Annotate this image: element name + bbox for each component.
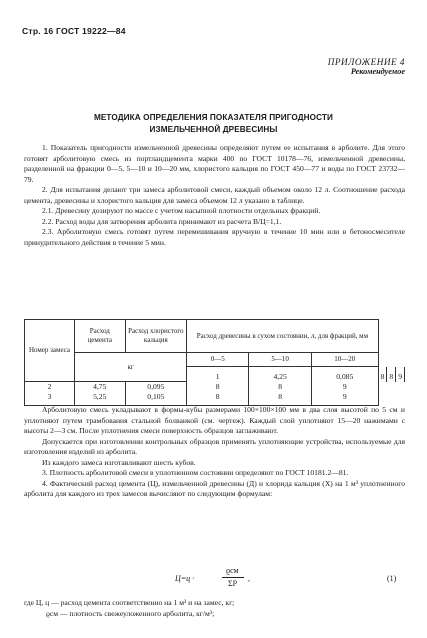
col-header-number: Номер замеса	[25, 320, 75, 382]
col-header-wood: Расход древесины в сухом состоянии, л, для фракций, мм	[187, 320, 378, 353]
appendix-block	[328, 57, 405, 76]
paragraph: 3. Плотность арболитовой смеси в уплотненном состоянии определяют по ГОСТ 10181.2—81.	[42, 468, 349, 477]
legend-line: ϱсм — плотность свежеуложенного арболита, кг/м³;	[46, 608, 215, 618]
paragraph: 2.3. Арболитовую смесь готовят путем перемешивания вручную в течение 10 мин или в бетоносмесителе принудительного действия в течение 5 мин.	[24, 227, 405, 247]
cell-fraction: 9	[396, 367, 405, 382]
cell-fraction: 8	[187, 392, 249, 406]
section-title	[22, 112, 405, 136]
paragraph: Арболитовую смесь укладывают в формы-кубы размерами 100×100×100 мм в два слоя высотой по 5 см и уплотняют путем трамбования стальной болванкой (см. чертеж). Каждый слой уплотняют 15—20 нажимами с высоты 2—3 см. После уплотнения смеси поверхность образцов заглаживают.	[24, 405, 405, 435]
cell-cement: 5,25	[75, 392, 126, 406]
table-row	[25, 392, 405, 406]
cell-fraction: 9	[312, 392, 379, 406]
formula-denominator: ΣP	[228, 579, 238, 588]
body-text-top	[24, 143, 405, 248]
col-header-cement: Расход цемента	[75, 320, 126, 353]
col-header-fraction: 0—5	[187, 353, 249, 367]
cell-chloride: 0,095	[125, 382, 187, 392]
paragraph: 1. Показатель пригодности измельченной древесины определяют путем ее испытания в арболите. Для этого готовят арболитовую смесь из портландцемента марки 400 по ГОСТ 10178—76, измельченной древесины, разделенной на фракции 0—5, 5—10 и 10—20 мм, хлористого кальция по ГОСТ 450—77 и воды по ГОСТ 23732—79.	[24, 143, 405, 184]
consumption-table	[24, 319, 405, 406]
cell-fraction: 8	[378, 367, 387, 382]
cell-cement: 4,25	[249, 367, 312, 382]
col-header-unit: кг	[75, 353, 187, 382]
page-header: Стр. 16 ГОСТ 19222—84	[22, 26, 126, 36]
formula-1	[0, 564, 427, 592]
col-header-fraction: 5—10	[249, 353, 312, 367]
cell-fraction: 8	[249, 382, 312, 392]
cell-fraction: 8	[387, 367, 396, 382]
cell-number: 2	[25, 382, 75, 392]
section-title-line: МЕТОДИКА ОПРЕДЕЛЕНИЯ ПОКАЗАТЕЛЯ ПРИГОДНОСТИ	[93, 113, 334, 122]
cell-number: 1	[187, 367, 249, 382]
legend-line: где Ц, ц — расход цемента соответственно на 1 м³ и на замес, кг;	[24, 598, 235, 607]
cell-cement: 4,75	[75, 382, 126, 392]
cell-chloride: 0,085	[312, 367, 379, 382]
paragraph: 2.1. Древесину дозируют по массе с учетом насыпной плотности отдельных фракций.	[42, 206, 321, 215]
cell-number: 3	[25, 392, 75, 406]
cell-fraction: 8	[249, 392, 312, 406]
formula-number: (1)	[387, 574, 397, 583]
formula-comma: ,	[248, 574, 250, 583]
cell-chloride: 0,105	[125, 392, 187, 406]
fraction-bar	[222, 577, 244, 578]
paragraph: Из каждого замеса изготавливают шесть кубов.	[42, 457, 196, 467]
cell-fraction: 8	[187, 382, 249, 392]
body-text-bottom	[24, 405, 405, 500]
paragraph: 2.2. Расход воды для затворения арболита принимают из расчета В/Ц=1,1.	[42, 216, 282, 226]
col-header-fraction: 10—20	[312, 353, 379, 367]
appendix-subtitle: Рекомендуемое	[350, 67, 405, 76]
appendix-title: ПРИЛОЖЕНИЕ 4	[327, 57, 405, 67]
paragraph: 2. Для испытания делают три замеса арболитовой смеси, каждый объемом около 12 л. Соотношение расхода цемента, древесины и хлористого кальция для замеса объемом 12 л указано в таблице.	[24, 185, 405, 205]
cell-fraction: 9	[312, 382, 379, 392]
table-row	[25, 382, 405, 392]
formula-lhs: Ц=ц ·	[175, 574, 195, 583]
col-header-chloride: Расход хлористого кальция	[125, 320, 187, 353]
paragraph: 4. Фактический расход цемента (Ц), измельченной древесины (Д) и хлорида кальция (Х) на 1 м³ уплотненного арболита для каждого из трех замесов вычисляют по следующим формулам:	[24, 478, 405, 498]
section-title-line: ИЗМЕЛЬЧЕННОЙ ДРЕВЕСИНЫ	[149, 125, 278, 134]
formula-numerator: ϱсм	[226, 566, 239, 575]
paragraph: Допускается при изготовлении контрольных образцов применять уплотняющие устройства, используемые для изготовления изделий из арболита.	[24, 436, 405, 456]
formula-legend	[24, 598, 405, 619]
